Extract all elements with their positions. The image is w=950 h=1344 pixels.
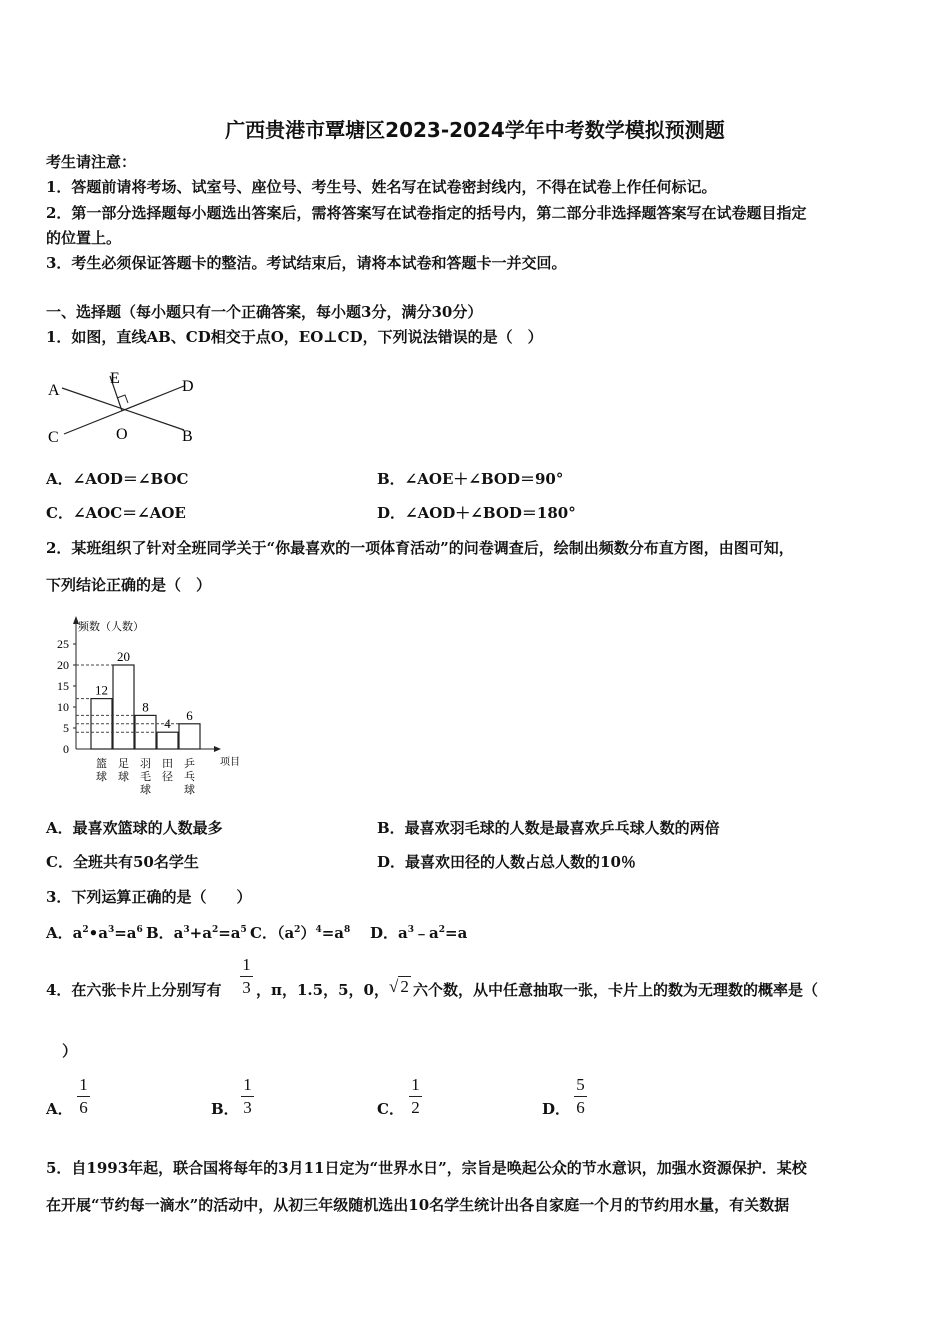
q4-option-d-label: D． bbox=[542, 1100, 571, 1118]
x-tick-label: 乒乓球 bbox=[184, 758, 195, 796]
label-o: O bbox=[116, 426, 128, 443]
label-c: C bbox=[48, 429, 59, 446]
q1-option-a: A．∠AOD＝∠BOC bbox=[46, 470, 189, 488]
notice-item: 的位置上。 bbox=[46, 229, 122, 247]
q1-option-b: B．∠AOE＋∠BOD＝90° bbox=[377, 470, 564, 488]
line-ab bbox=[62, 388, 184, 430]
q4-fraction: 1 3 bbox=[240, 956, 253, 997]
q4-option-d-fraction: 5 6 bbox=[574, 1076, 587, 1117]
q4-option-c-fraction: 1 2 bbox=[409, 1076, 422, 1117]
bar bbox=[179, 724, 200, 749]
y-tick-label: 20 bbox=[57, 658, 69, 672]
q1-option-c: C．∠AOC＝∠AOE bbox=[46, 504, 186, 522]
label-b: B bbox=[182, 428, 193, 445]
notice-item: 2．第一部分选择题每小题选出答案后，需将答案写在试卷指定的括号内，第二部分非选择题答案写在试卷题目指定 bbox=[46, 204, 807, 222]
q1-figure bbox=[44, 364, 214, 450]
x-axis-arrow bbox=[214, 746, 221, 752]
bar-value-label: 6 bbox=[186, 707, 193, 723]
q4-option-a-label: A． bbox=[46, 1100, 73, 1118]
x-tick-label: 足球 bbox=[118, 758, 129, 783]
y-tick-label: 10 bbox=[57, 700, 69, 714]
x-tick-label: 田径 bbox=[162, 758, 173, 783]
q4-sqrt: √ 2 bbox=[389, 977, 409, 996]
q2-option-c: C．全班共有50名学生 bbox=[46, 853, 199, 871]
q3-option-d: D．$a^3﹣a^2=a$ bbox=[370, 924, 468, 942]
q2-option-b: B．最喜欢羽毛球的人数是最喜欢乒乓球人数的两倍 bbox=[377, 819, 720, 837]
x-tick-label: 羽毛球 bbox=[140, 758, 151, 796]
bar-value-label: 8 bbox=[142, 699, 149, 715]
y-tick-label: 5 bbox=[63, 721, 69, 735]
q3-option-a: A．$a^2•a^3=a^6$ bbox=[46, 924, 143, 942]
q2-stem: 2．某班组织了针对全班同学关于“你最喜欢的一项体育活动”的问卷调查后，绘制出频数分布直方图，由图可知， bbox=[46, 539, 794, 557]
notice-item: 1．答题前请将考场、试室号、座位号、考生号、姓名写在试卷密封线内，不得在试卷上作任何标记。 bbox=[46, 178, 717, 196]
y-tick-label: 25 bbox=[57, 637, 69, 651]
bar bbox=[113, 665, 134, 749]
q4-option-b-fraction: 1 3 bbox=[241, 1076, 254, 1117]
page-title: 广西贵港市覃塘区2023-2024学年中考数学模拟预测题 bbox=[225, 118, 725, 142]
bar bbox=[157, 732, 178, 749]
notice-heading: 考生请注意： bbox=[46, 153, 137, 171]
q2-stem: 下列结论正确的是（ ） bbox=[46, 576, 212, 594]
q4-option-b-label: B． bbox=[211, 1100, 239, 1118]
q3-option-c: C．$(a^2)^4=a^8$ bbox=[250, 924, 351, 942]
label-d: D bbox=[182, 378, 194, 395]
bar-value-label: 12 bbox=[95, 682, 108, 698]
q4-option-a-fraction: 1 6 bbox=[77, 1076, 90, 1117]
q1-stem: 1．如图，直线AB、CD相交于点O，EO⊥CD，下列说法错误的是（ ） bbox=[46, 328, 543, 346]
notice-item: 3．考生必须保证答题卡的整洁。考试结束后，请将本试卷和答题卡一并交回。 bbox=[46, 254, 567, 272]
q4-option-c-label: C． bbox=[377, 1100, 404, 1118]
q1-option-d: D．∠AOD＋∠BOD＝180° bbox=[377, 504, 576, 522]
frequency-histogram bbox=[54, 612, 254, 804]
y-tick-label: 0 bbox=[63, 742, 69, 756]
q3-stem: 3．下列运算正确的是（ ） bbox=[46, 888, 252, 906]
y-axis-label: 频数（人数） bbox=[78, 621, 144, 633]
q4-stem-close: ） bbox=[62, 1042, 78, 1060]
label-e: E bbox=[110, 370, 120, 387]
q5-stem: 在开展“节约每一滴水”的活动中，从初三年级随机选出10名学生统计出各自家庭一个月的节约用水量，有关数据 bbox=[46, 1196, 790, 1214]
bar-value-label: 20 bbox=[117, 649, 130, 664]
q5-stem: 5．自1993年起，联合国将每年的3月11日定为“世界水日”，宗旨是唤起公众的节水意识，加强水资源保护．某校 bbox=[46, 1159, 807, 1177]
q2-option-d: D．最喜欢田径的人数占总人数的10％ bbox=[377, 853, 636, 871]
q4-stem-end: 六个数，从中任意抽取一张，卡片上的数为无理数的概率是（ bbox=[413, 981, 819, 999]
y-tick-label: 15 bbox=[57, 679, 69, 693]
x-tick-label: 篮球 bbox=[96, 758, 107, 783]
q2-option-a: A．最喜欢篮球的人数最多 bbox=[46, 819, 223, 837]
bar-value-label: 4 bbox=[164, 716, 171, 732]
q4-stem-numbers: ，π，1.5，5，0， bbox=[256, 981, 389, 999]
label-a: A bbox=[48, 382, 60, 399]
q4-stem-start: 4．在六张卡片上分别写有 bbox=[46, 981, 222, 999]
x-axis-label: 项目 bbox=[220, 757, 240, 768]
section-heading: 一、选择题（每小题只有一个正确答案，每小题3分，满分30分） bbox=[46, 303, 483, 321]
q3-option-b: B．$a^3+a^2=a^5$ bbox=[146, 924, 247, 942]
